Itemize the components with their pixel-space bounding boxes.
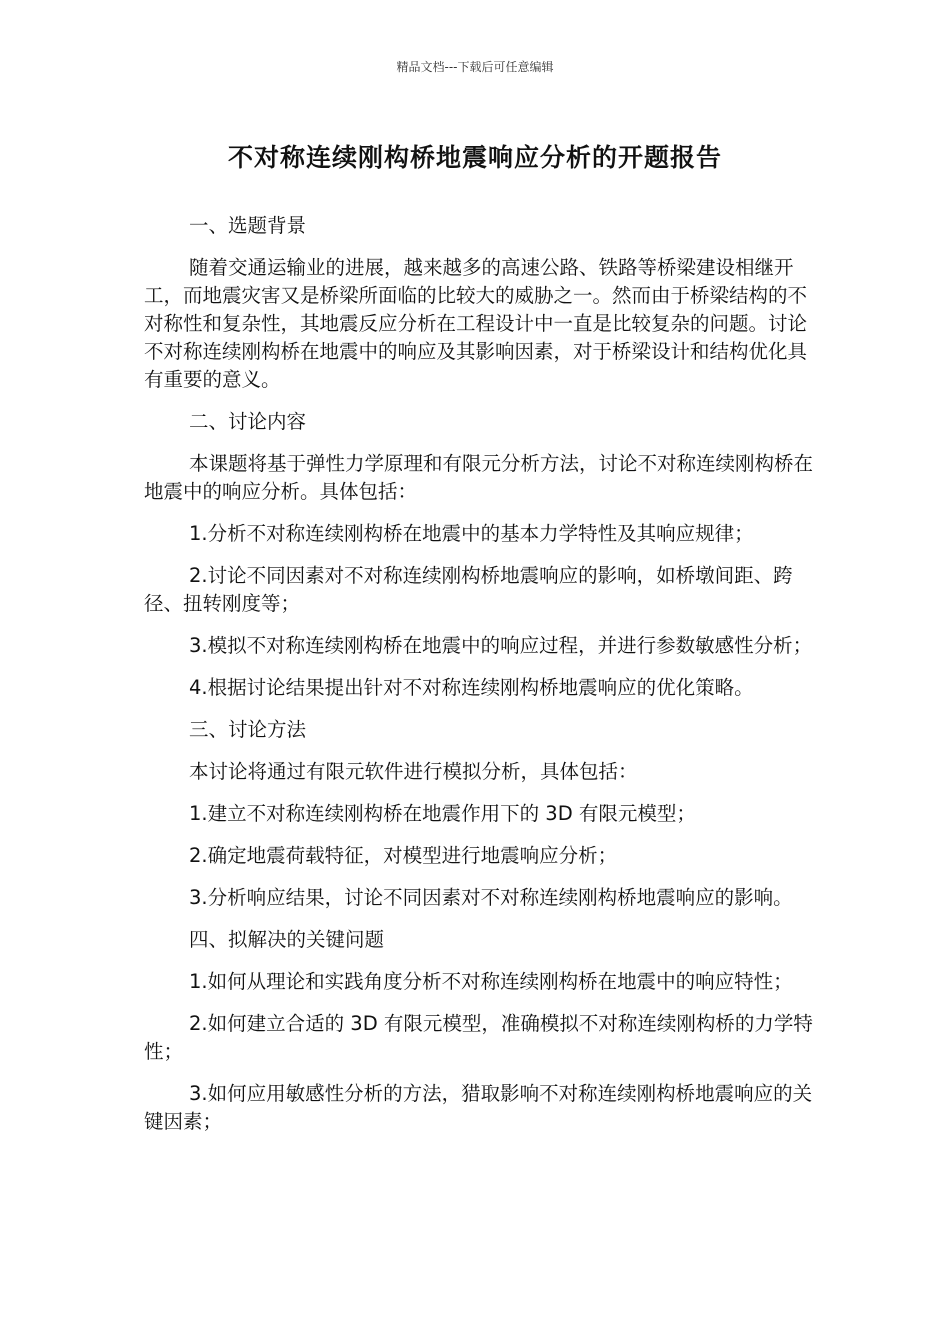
method-item-3: 3.分析响应结果，讨论不同因素对不对称连续刚构桥地震响应的影响。 <box>189 886 793 909</box>
method-intro-paragraph: 本讨论将通过有限元软件进行模拟分析，具体包括： <box>189 760 638 783</box>
content-item-3: 3.模拟不对称连续刚构桥在地震中的响应过程，并进行参数敏感性分析； <box>189 634 813 657</box>
section-heading-method: 三、讨论方法 <box>189 718 307 741</box>
document-title: 不对称连续刚构桥地震响应分析的开题报告 <box>227 143 722 172</box>
content-intro-paragraph: 本课题将基于弹性力学原理和有限元分析方法，讨论不对称连续刚构桥在地震中的响应分析。具体包括： <box>144 452 814 503</box>
key-problem-item-1: 1.如何从理论和实践角度分析不对称连续刚构桥在地震中的响应特性； <box>189 970 793 993</box>
content-item-1: 1.分析不对称连续刚构桥在地震中的基本力学特性及其响应规律； <box>189 522 754 545</box>
method-item-1: 1.建立不对称连续刚构桥在地震作用下的 3D 有限元模型； <box>189 802 696 825</box>
content-item-2: 2.讨论不同因素对不对称连续刚构桥地震响应的影响，如桥墩间距、跨径、扭转刚度等； <box>144 564 793 615</box>
section-heading-key-problems: 四、拟解决的关键问题 <box>189 928 385 951</box>
key-problem-item-3: 3.如何应用敏感性分析的方法，猎取影响不对称连续刚构桥地震响应的关键因素； <box>144 1082 813 1133</box>
header-note: 精品文档---下载后可任意编辑 <box>396 60 554 74</box>
method-item-2: 2.确定地震荷载特征，对模型进行地震响应分析； <box>189 844 618 867</box>
section-heading-content: 二、讨论内容 <box>189 410 307 433</box>
key-problem-item-2: 2.如何建立合适的 3D 有限元模型，准确模拟不对称连续刚构桥的力学特性； <box>144 1012 813 1063</box>
background-paragraph: 随着交通运输业的进展，越来越多的高速公路、铁路等桥梁建设相继开工，而地震灾害又是桥梁所面临的比较大的威胁之一。然而由于桥梁结构的不对称性和复杂性，其地震反应分析在工程设计中一直是比较复杂的问题。讨论不对称连续刚构桥在地震中的响应及其影响因素，对于桥梁设计和结构优化具有重要的意义。 <box>144 256 808 391</box>
section-heading-background: 一、选题背景 <box>189 214 307 237</box>
content-item-4: 4.根据讨论结果提出针对不对称连续刚构桥地震响应的优化策略。 <box>189 676 754 699</box>
document-body <box>144 212 814 1150</box>
